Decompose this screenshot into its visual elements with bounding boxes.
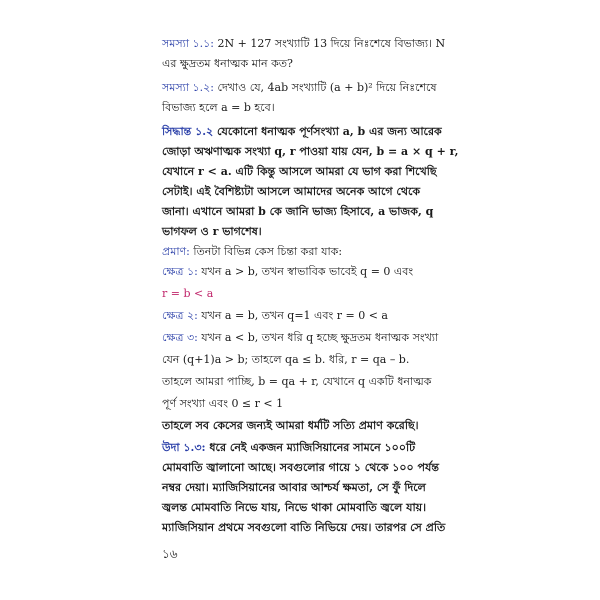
text-line: ভাগফল ও r ভাগশেষ। [162, 225, 262, 238]
text-line: সেটাই। এই বৈশিষ্ট্যটা আসলে আমাদের অনেক আগে থেকে [162, 185, 421, 198]
text-line: এর ক্ষুদ্রতম ধনাত্মক মান কত? [162, 57, 293, 70]
text-line: ম্যাজিসিয়ান প্রথমে সবগুলো বাতি নিভিয়ে দেয়। তারপর সে প্রতি [162, 521, 446, 534]
text-line: ক্ষেত্র ২: যখন a = b, তখন q=1 এবং r = 0 < a [162, 309, 388, 322]
text-line: জ্বলন্ত মোমবাতি নিভে যায়, নিভে থাকা মোমবাতি জ্বলে যায়। [162, 501, 427, 514]
text-line: r = b < a [162, 287, 214, 300]
text-line: যেন (q+1)a > b; তাহলে qa ≤ b. ধরি, r = qa – b. [162, 353, 410, 366]
text-line: সমস্যা ১.২: দেখাও যে, 4ab সংখ্যাটি (a + b)² দিয়ে নিঃশেষে [162, 81, 437, 94]
text-line: সিদ্ধান্ত ১.২ যেকোনো ধনাত্মক পূর্ণসংখ্যা a, b এর জন্য আরেক [162, 125, 442, 138]
text-line: তাহলে আমরা পাচ্ছি, b = qa + r, যেখানে q একটি ধনাত্মক [162, 375, 432, 388]
text-line: জানা। এখানে আমরা b কে জানি ভাজ্য হিসাবে, a ভাজক, q [162, 205, 434, 218]
text-line: বিভাজ্য হলে a = b হবে। [162, 101, 275, 114]
page-number: ১৬ [162, 547, 178, 561]
text-line: জোড়া অঋণাত্মক সংখ্যা q, r পাওয়া যায় যেন, b = a × q + r, [162, 145, 459, 158]
text-line: নম্বর দেয়া। ম্যাজিসিয়ানের আবার আশ্চর্য ক্ষমতা, সে ফুঁ দিলে [162, 481, 426, 494]
text-line: তাহলে সব কেসের জন্যই আমরা ধর্মটি সত্যি প্রমাণ করেছি। [162, 419, 419, 432]
text-line: প্রমাণ: তিনটা বিভিন্ন কেস চিন্তা করা যাক: [162, 245, 343, 258]
text-line: উদা ১.৩: ধরে নেই একজন ম্যাজিসিয়ানের সামনে ১০০টি [162, 441, 416, 454]
text-line: সমস্যা ১.১: 2N + 127 সংখ্যাটি 13 দিয়ে নিঃশেষে বিভাজ্য। N [162, 37, 446, 50]
text-line: যেখানে r < a. এটি কিন্তু আসলে আমরা যে ভাগ করা শিখেছি [162, 165, 437, 178]
text-line: মোমবাতি জ্বালানো আছে। সবগুলোর গায়ে ১ থেকে ১০০ পর্যন্ত [162, 461, 439, 474]
text-line: পূর্ণ সংখ্যা এবং 0 ≤ r < 1 [162, 397, 284, 410]
text-line: ক্ষেত্র ১: যখন a > b, তখন স্বাভাবিক ভাবেই q = 0 এবং [162, 265, 414, 278]
text-line: ক্ষেত্র ৩: যখন a < b, তখন ধরি q হচ্ছে ক্ষুদ্রতম ধনাত্মক সংখ্যা [162, 331, 439, 344]
